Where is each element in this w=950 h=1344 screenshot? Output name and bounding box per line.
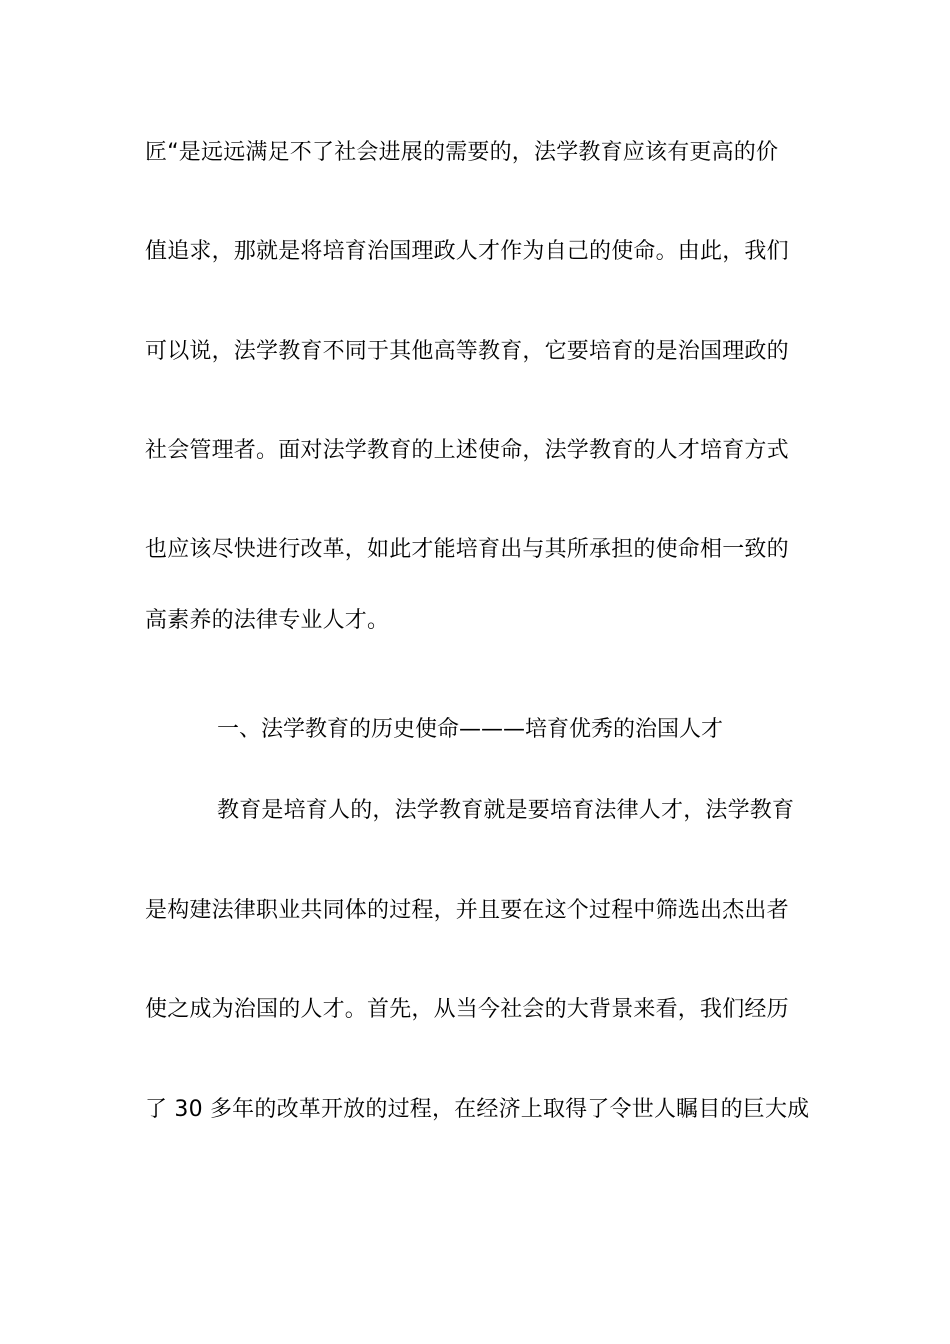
paragraph-line: 可以说，法学教育不同于其他高等教育，它要培育的是治国理政的 — [145, 339, 789, 364]
section-heading: 一、法学教育的历史使命———培育优秀的治国人才 — [217, 717, 724, 742]
paragraph-line: 了 30 多年的改革开放的过程，在经济上取得了令世人瞩目的巨大成 — [145, 1097, 810, 1122]
paragraph-line: 使之成为治国的人才。首先，从当今社会的大背景来看，我们经历 — [145, 997, 789, 1022]
paragraph-line: 教育是培育人的，法学教育就是要培育法律人才，法学教育 — [217, 798, 795, 823]
paragraph-line: 也应该尽快进行改革，如此才能培育出与其所承担的使命相一致的 — [145, 537, 789, 562]
paragraph-line: 是构建法律职业共同体的过程，并且要在这个过程中筛选出杰出者 — [145, 898, 789, 923]
paragraph-line: 值追求，那就是将培育治国理政人才作为自己的使命。由此，我们 — [145, 239, 789, 264]
paragraph-line: 高素养的法律专业人才。 — [145, 608, 390, 633]
paragraph-line: 社会管理者。面对法学教育的上述使命，法学教育的人才培育方式 — [145, 438, 789, 463]
paragraph-line: 匠“是远远满足不了社会进展的需要的，法学教育应该有更高的价 — [145, 140, 779, 165]
